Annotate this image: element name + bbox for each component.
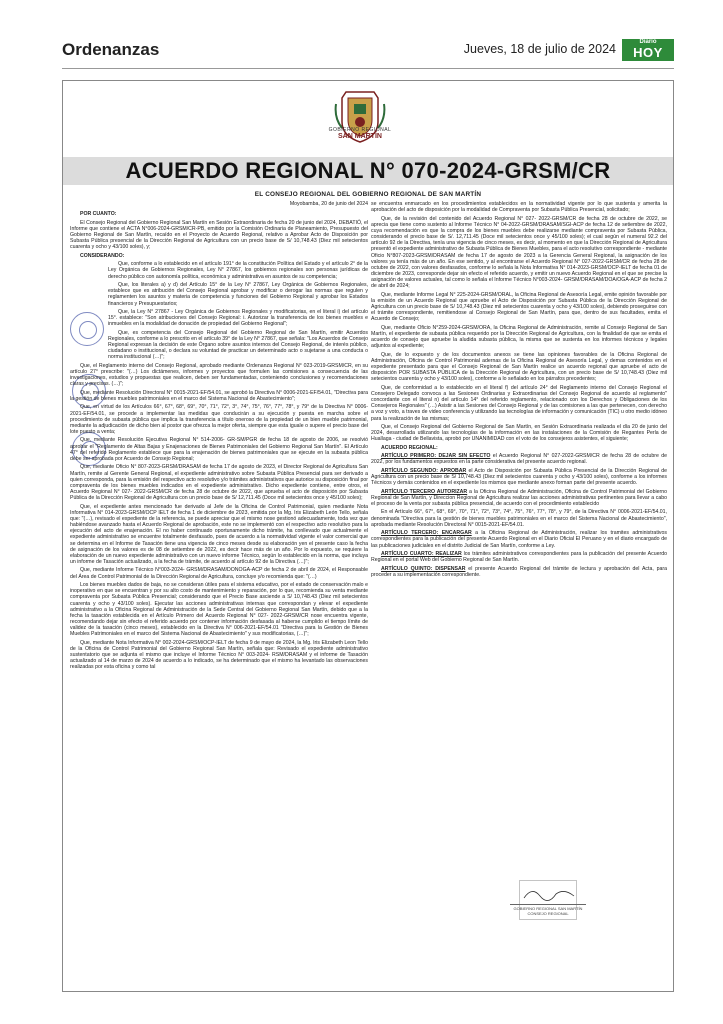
article-4-label: ARTÍCULO TERCERO: ENCARGAR [381, 530, 472, 537]
header-rule [62, 68, 674, 69]
crest-caption-bottom: SAN MARTÍN [338, 133, 382, 140]
article-2-label: ARTÍCULO SEGUNDO: APROBAR [381, 467, 467, 474]
paragraph: Que, de conformidad a lo establecido en el literal f) del artículo 24° del Reglamento interno del Consejo Regional el Consejero Delegado convoca a las Sesiones Ordinarias y Extraordinarias del Consejo Regional de acuerdo al reglamento" concordante con el literal n) del artículo 14° del referido reglamento, relacionado con los Derechos y Obligaciones de los Consejeros Regionales" (…) Asistir a las Sesiones del Consejo Regional y de las comisiones a las que pertenecen, con derecho a voz y voto, a traves de video conferencia y utilizando las tecnologías de información y comunicación (TIC) u otro medio idóneo para la realización de las mismas; [371, 384, 667, 422]
paragraph: Que, es competencia del Consejo Regional del Gobierno Regional de San Martín, emitir Acuerdos Regionales, conforme a lo prescrito en el artículo 39° de la Ley N° 27867, que señala: "Los Acuerdos de Consejo Regional expresan la decisión de este Órgano sobre asuntos internos del Consejo Regional, de interés público, ciudadano o institucional, o declara su voluntad de practicar un determinado acto o sujetarse a una conducta o norma institucional (…)"; [108, 329, 368, 361]
paragraph: Que, el expediente antes mencionado fue derivado al Jefe de la Oficina de Control Patrimonial, quien mediante Nota Informativa N° 014-2023-GRSM/OCP IELT de fecha 1 de diciembre de 2023, emitida por la Mg. Iris Elizabeth León Tello, señala que: "(…), revisado el expediente de la referencia, se puede apreciar que el mismo nose gestionó adecuadamente, toda vez que habiéndose avanzado hasta el Acuerdo Regional de aprobación, este no se implementó con el respectivo acto resolutivo para la ejecución del acto de enajenación. El no haber continuado oportunamente dicho trámite, ha conllevado que actualmente el expediente administrativo se encuentre totalmente desfasado, pues de acuerdo a la normatividad vigente el valor comercial que se determina en el Informe de Tasación tiene una vigencia de cinco meses desde su elaboración yen el presente caso la fecha de asignación de los valores es de 08 de setiembre de 2022, es decir hace más de un año. Por lo expuesto, se requiere la elaboración de un nuevo expediente administrativo con un nuevo informe Técnico, según lo establecido en la norma, que incluya un informe de Tasación actualizado, a la fecha de trámite, de acuerdo al artículo 92 de la Directiva (…)"; [70, 503, 368, 565]
paragraph: Que, en virtud de los Artículos 66°, 67°, 68°, 69°, 70°, 71°, 72°, 3°, 74°, 75°, 76°, 77°, 78°, y 79° de la Directiva N° 0006-2021-EF/54.01, se procede a implementar las medidas que conducirán a su ejecución y puesta en marcha sobre el procedimiento de subasta pública que implica la transferencia a título oneroso de la propiedad de un bien mueble patrimonial, mediante la adjudicación de dicho bien al postor que ofrezca la mejor oferta, siempre que esta iguale o supere el precio base del lote puesto a venta; [70, 404, 368, 435]
place-date: Moyobamba, 20 de junio del 2024 [289, 201, 368, 208]
paragraph: Que, el Reglamento interno del Consejo Regional, aprobado mediante Ordenanza Regional N° 023-2019-GRSM/CR, en su artículo 27° prescribe: "(…) Los dictámenes, informes y proyectos que formulen las comisiones a consecuencia de las investigaciones, estudios y propuestas que realicen, deben ser fundamentadas, conteniendo conclusiones y recomendaciones claras y precisas. (…)"; [70, 362, 368, 388]
article-4-text: a la Oficina Regional de Administración, realizar los tramites administrativos correspondientes para la publicación del presente Acuerdo Regional en el Diario Oficial El Peruano y en el diario encargado de las publicaciones judiciales en el distrito Judicial de San Martín, conforme a Ley. [371, 530, 667, 549]
paragraph: Que, mediante Resolución Ejecutiva Regional N° 514-2006- GR-SM/PGR de fecha 18 de agosto de 2006, se resolvió aprobar el "Reglamento de Altas Bajas y Enajenaciones de Bienes Patrimoniales del Gobierno Regional San Martín". El Artículo 47° del referido Reglamento establece que para la enajenación de bienes patrimoniales que se ejecute en la subasta pública debe ser aprobada por Acuerdo de Consejo Regional; [70, 437, 368, 462]
issue-date: Jueves, 18 de julio de 2024 [463, 42, 616, 56]
newspaper-logo-top: Diario [639, 39, 657, 45]
paragraph: Que, de la revisión del contenido del Acuerdo Regional N° 027- 2022-GRSM/CR de fecha 28 de octubre de 2022, se aprecia que tiene como sustento al Informe Técnico N° 04-2022-GRSM/DRASAM/SGI-ACP de fecha 12 de setiembre de 2022, cuya recomendación es que la compra de los bienes muebles debe realizarse mediante compraventa por Subasta Pública, considerando el precio base de S/. 12,711.45 (Doce mil setecientos once y 45/100 soles); el cual según el numeral 92.2 del artículo 92 de la Directiva, tenía una vigencia de cinco meses, es decir, al momento en que la Dirección Regional de Agricultura presentó el expediente administrativo de Subasta Pública de Bienes Muebles, para el acto resolutivo correspondiente - mediante Oficio N°807-2023-GRSM/DRASAM de fecha 17 de agosto de 2023 a la Gerencia General Regional, la asignación de los valores ya tenía más de un año. En ese sentido, y al encontrarse el Acuerdo Regional N° 027-2022-GRSM/CR de fecha 28 de octubre de 2022, con valores desfasados, conforme lo señala la Nota Informativa N° 014-2023-GRSM/OCP-IELT de fecha 01 de diciembre de 2023, corresponde dejar sin efecto el referido acuerdo, y emitir un nuevo Acuerdo Regional en el que se precise la asignación de valores actuales, tal como lo señala el Informe Técnico N°003-2024- GRSM/DRASAM/DOA/OGA-ACP de fecha 2 de abril de 2024; [371, 215, 667, 290]
paragraph: Que, mediante Resolución Directoral N° 0015-2021-EF/54.01, se aprobó la Directiva N° 0006-2021-EF/54.01, "Directiva para la gestión de bienes muebles patrimoniales en el marco del Sistema Nacional de Abastecimiento"; [70, 389, 368, 402]
article-3-continued: En el Artículo 66°, 67°, 68°, 69°, 70°, 71°, 72°, 73°, 74°, 75°, 76°, 77°, 78°, y 79°, de la Directiva N° 0006-2021-EF/54.01, denominada "Directiva para la gestión de bienes muebles patrimoniales en el marco del Sistema Nacional de Abastecimiento", aprobada mediante Resolución Directoral N° 0015-2021-EF/54.01. [371, 509, 667, 528]
article-5-label: ARTÍCULO CUARTO: REALIZAR [381, 550, 462, 557]
newspaper-logo [622, 39, 674, 61]
page-header [62, 38, 674, 68]
paragraph: Que, mediante Informe Técnico N°003-2024- GRSM/DRASAM/DONOGA-ACP de fecha 2 de abril de 2024, el Responsable del Área de Control Patrimonial de la Dirección Regional de Agricultura, concluye y/o recomienda que: "(…) [70, 567, 368, 580]
newspaper-logo-name: HOY [633, 45, 663, 60]
signature-caption-line1: GOBIERNO REGIONAL SAN MARTÍN [513, 906, 583, 911]
article-2 [371, 468, 667, 486]
article-5-text: los trámites administrativos correspondientes para la publicación del presente Acuerdo Regional en el portal Web del Gobierno Regional de San Martín. [371, 550, 668, 564]
considerando-heading: CONSIDERANDO: [80, 252, 125, 259]
paragraph: Que, conforme a lo establecido en el artículo 191° de la constitución Política del Estado y el artículo 2° de la Ley Orgánica de Gobiernos Regionales, Ley N° 27867, los gobiernos regionales son personas jurídicas de derecho público con autonomía política, económica y administrativa en asuntos de su competencia; [108, 261, 368, 280]
right-column [371, 192, 667, 982]
article-6-text: el presente Acuerdo Regional del trámite de lectura y aprobación del Acta, para proceder a su implementación correspondiente. [371, 565, 667, 578]
paragraph: El Consejo Regional del Gobierno Regional San Martín en Sesión Extraordinaria de fecha 20 de junio del 2024, DEBATIÓ, el Informe que contiene el ACTA N°006-2024-GRSM/CR-PB, emitido por la Comisión Ordinaria de Planeamiento, Presupuesto del Gobierno Regional de San Martín, recaído en el Proyecto de Acuerdo Regional, relativo a Aprobar Acto de Disposición por Subasta Pública presencial de la Dirección Regional de Agricultura con un precio base de S/ 10,748.43 (Diez mil setecientos cuarenta y ocho y 43/100 soles), y; [70, 219, 368, 251]
paragraph: Los bienes muebles dados de baja, no se consideran útiles para el sistema educativo, por el estado de conservación malo e inoperativo en que se encuentran y por su alto costo de mantenimiento y reparación, por lo que, recomienda su venta mediante compraventa por Subasta Pública Presencial; considerando que el Precio Base asciende a S/ 10,748.43 (Diez mil setecientos cuarenta y ocho y 43/100 soles). Ejecutar las acciones administrativas internas que correspondan y elevar el expediente administrativo a la Oficina Regional de Administración de la Sede Central del Gobierno Regional San Martín, debido que a la fecha la tasación establecida en el Artículo Primero del Acuerdo Regional N° 027- 2022-GRSM/CR nose encuentra vigente, recomendando dejar sin efecto el referido acuerdo por contener información desfasada al haberse cumplido el tiempo límite de validez de la tasación (cinco meses), establecido en la Directiva N° 006-2021-EF/54.01 "Directiva para la Gestión de Bienes Muebles Patrimoniales en el marco del Sistema Nacional de Abastecimiento" y sus modificatorias, (…)"; [70, 582, 368, 638]
paragraph: se encuentra enmarcado en los procedimientos establecidos en la normatividad vigente por lo que sustenta y amerita la aprobación del acto de disposición por la modalidad de Compraventa por Subasta Pública Presencial, solicitado; [371, 201, 667, 214]
paragraph: Que, los literales a) y d) del Artículo 15° de la Ley N° 27867, Ley Orgánica de Gobiernos Regionales, establece que es atribución del Consejo Regional aprobar y modificar o derogar las normas que regulen y reglamenten los asuntos y materia de competencia y funciones del Gobierno Regional y aprobar los Estados financieros y Presupuestarios; [108, 282, 368, 307]
article-3 [371, 489, 667, 507]
article-6 [371, 566, 667, 578]
paragraph: Que, mediante Oficio N°259-2024-GRSM/ORA, la Oficina Regional de Administración, remite al Consejo Regional de San Martín, el expediente de subasta pública requerido por la Dirección Regional de Agricultura, con la finalidad de que se emita el acuerdo de consejo que apruebe la aludida subasta pública, la misma que se sustenta en los informes técnicos y legales adjuntos al expediente; [371, 324, 667, 350]
article-3-label: ARTÍCULO TERCERO AUTORIZAR [381, 488, 468, 495]
agreement-title: ACUERDO REGIONAL N° 070-2024-GRSM/CR [125, 158, 611, 183]
article-6-label: ARTÍCULO QUINTO: DISPENSAR [381, 565, 466, 572]
issuer-heading: EL CONSEJO REGIONAL DEL GOBIERNO REGIONAL DE SAN MARTÍN [254, 191, 482, 198]
article-1-text: el Acuerdo Regional N° 027-2022-GRSM/CR de fecha 28 de octubre de 2022, por los fundamentos expuestos en la parte considerativa del presente acuerdo regional. [371, 453, 667, 466]
regional-crest-icon [332, 88, 388, 160]
acuerdo-heading: ACUERDO REGIONAL: [381, 444, 438, 451]
article-1 [371, 453, 667, 465]
paragraph: Que, el Consejo Regional del Gobierno Regional de San Martín, en Sesión Extraordinaria realizada el día 20 de junio del 2024, desarrollada utilizando las tecnologías de la información en las instalaciones de la Comisión de Regantes Perla de Huallaga - ciudad de Bellavista, aprobó por UNANIMIDAD con el voto de los consejeros asistentes, el siguiente; [371, 424, 667, 443]
article-3-text: a la Oficina Regional de Administración, Oficina de Control Patrimonial del Gobierno Regional de San Martín, y Direccion Regional de Agricultura realizar las acciones administrativas pertinentes para llevar a cabo el proceso de la venta por subasta pública presencial, de acuerdo con el procedimiento establecido [371, 488, 667, 507]
paragraph: Que, mediante Oficio N° 807-2023-GRSM/DRASAM de fecha 17 de agosto de 2023, el Director Regional de Agricultura San Martín, remite al Gerente General Regional, el expediente administrativo sobre Subasta Pública Presencial para ser derivado a quien corresponda, para la emisión del respectivo acto resolutivo y/o trámites administrativos que autorice su disposición final por compraventa de los bienes muebles indicados en el expediente administrativo. Dicho expediente contiene, entre otros, el Acuerdo Regional N° 027- 2022-GRSM/CR de fecha 28 de octubre de 2022, que aprueba el acto de disposición por Subasta Pública de la Dirección Regional de Agricultura con un precio base de S/ 12,711.45 (Doce mil setecientos once y 45/100 soles); [70, 464, 368, 502]
paragraph: Que, de lo expuesto y de los documentos anexos se tiene las opiniones favorables de la Oficina Regional de Administración, Oficina de Control Patrimonial adernas de la Oficina Regional de Asesoría Legal, y demas contenidos en el expediente presentado para que el Consejo Regional de San Martín realice un acuerdo regional que apruebe el acto de disposición POR SUBASTA PÚBLICA de la Dirección Regional de Agricultura, con un precio base de S/ 10,748.43 (Diez mil setecientos cuarenta y ocho y 43/100 soles), conforme a lo señalado en los párrafos precedentes; [371, 351, 667, 383]
paragraph: Que, mediante Informe Legal N° 225-2024-GRSM/ORAL, la Oficina Regional de Asesoría Legal, emite opinión favorable por la emisión de un Acuerdo Regional que apruebe el Acto de Disposición por Subasta Pública de la Dirección Regional de Agricultura con un precio base de S/ 10,748.43 (Diez mil setecientos cuarenta y ocho y 43/100 soles), debiendo proseguirse con el trámite correspondiente, remitiendose al Consejo Regional de San Martín, para que, dentro de sus facultades, emita el Acuerdo de Consejo; [371, 291, 667, 323]
paragraph: Que, la Ley N° 27867 - Ley Orgánica de Gobiernos Regionales y modificatorias, en el literal i) del artículo 15°. establece: "Son atribuciones del Consejo Regional: i. Autorizar la transferencia de los bienes muebles e inmuebles en la modalidad de donación de propiedad del Gobierno Regional"; [108, 308, 368, 328]
signature-line [510, 904, 586, 905]
signature-caption [500, 906, 596, 916]
section-title: Ordenanzas [62, 40, 160, 59]
article-1-label: ARTÍCULO PRIMERO: DEJAR SIN EFECTO [381, 453, 491, 460]
article-2-text: el Acto de Disposición por Subasta Pública Presencial de la Dirección Regional de Agricultura con un precio base de S/ 10,748.43 (Diez mil setecientos cuarenta y ocho y 43/100 soles), conforme a los informes Técnicos y demás contenidos en el expediente los mismos que mediante anexo forman parte del presente acuerdo. [371, 467, 667, 487]
article-5 [371, 551, 667, 563]
paragraph: Que, mediante Nota Informativa N° 002-2024-GRSM/OCP-IELT de fecha 9 de mayo de 2024, la Mg. Iris Elizabeth Leon Tello de la Oficina de Control Patrimonial del Gobierno Regional San Martín, señala que: Revisado el expediente administrativo sustentatorio que se adjunta el mismo que incluye el Informe Técnico N° 003-2024- RSM/DRASAM y el informe de Tasación actualizado al 14 de marzo de 2024 de acuerdo a lo indicado, se ha determinado que el mismo ha levantado las observaciones realizadas por esta oficina y como tal [70, 639, 368, 671]
article-4 [371, 530, 667, 548]
signature-icon [520, 884, 580, 904]
signature-caption-line2: CONSEJO REGIONAL [527, 911, 569, 916]
crest-caption-top: GOBIERNO REGIONAL [328, 127, 392, 133]
por-cuanto-heading: POR CUANTO: [80, 211, 117, 218]
